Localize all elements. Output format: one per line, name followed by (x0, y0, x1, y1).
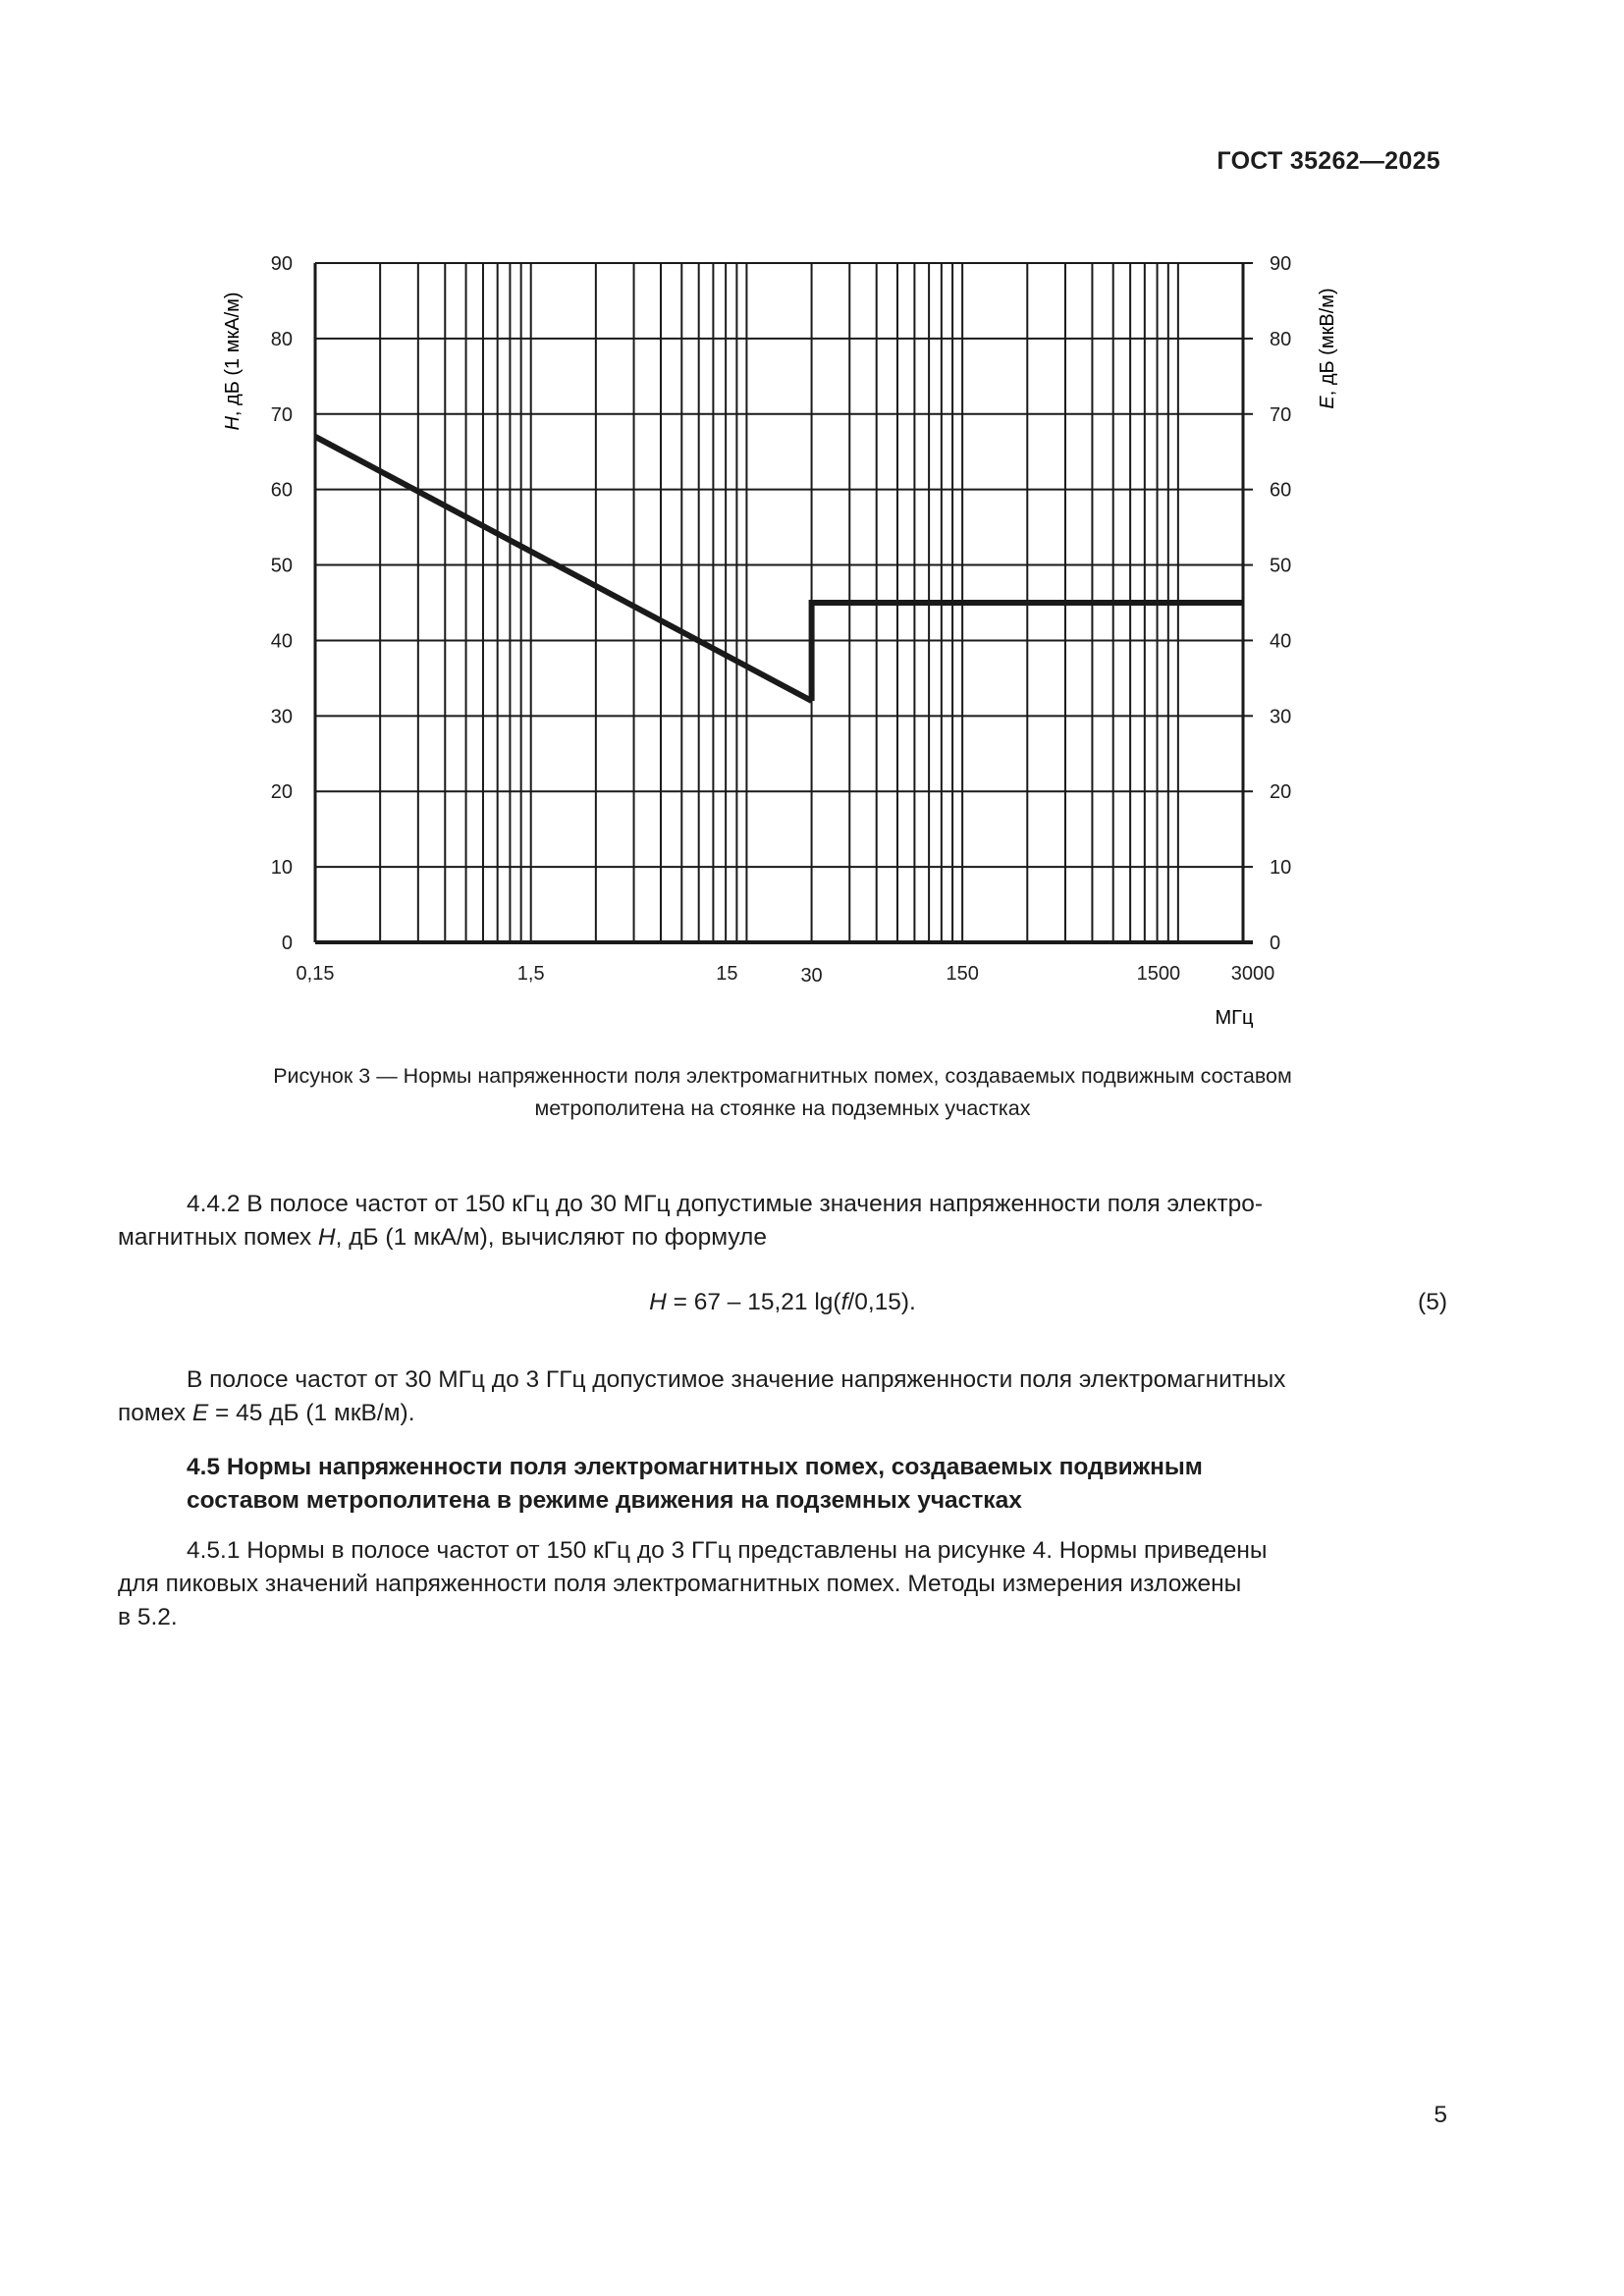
emission-limits-chart (0, 0, 1624, 1080)
y-tick-labels-left (271, 253, 293, 954)
y-tick-label-left-20: 20 (270, 781, 293, 804)
y-axis-label-left-var: H (222, 416, 244, 431)
y-axis-label-left (222, 292, 244, 430)
paragraph-4-4-2 (118, 1188, 1447, 1255)
paragraph-4-4-2-line-2: магнитных помех H, дБ (1 мкА/м), вычисляют по формуле (118, 1224, 767, 1251)
y-tick-label-left-0: 0 (281, 933, 293, 954)
x-tick-label-6: 3000 (1230, 963, 1275, 985)
page-number: 5 (1434, 2102, 1447, 2128)
y-tick-label-right-20: 20 (1270, 781, 1292, 804)
paragraph-range-line-2: помех E = 45 дБ (1 мкВ/м). (118, 1400, 415, 1426)
y-axis-label-right-var: E (1317, 396, 1338, 409)
paragraph-range-line-1: В полосе частот от 30 МГц до 3 ГГц допустимое значение напряженности поля электромагнитных (187, 1366, 1286, 1393)
y-tick-label-right-0: 0 (1270, 933, 1281, 954)
y-axis-label-right (1317, 288, 1338, 408)
y-tick-label-left-10: 10 (270, 857, 293, 880)
x-axis-label: МГц (1215, 1007, 1254, 1029)
x-tick-label-5: 1500 (1136, 963, 1181, 985)
document-code: ГОСТ 35262—2025 (1217, 147, 1440, 175)
y-tick-label-right-30: 30 (1270, 706, 1292, 728)
paragraph-4-5-1-line-2: для пиковых значений напряженности поля электромагнитных помех. Методы измерения изложены (118, 1571, 1242, 1597)
paragraph-4-4-2-line-1: 4.4.2 В полосе частот от 150 кГц до 30 МГц допустимые значения напряженности поля электро- (187, 1191, 1263, 1217)
x-tick-labels (297, 963, 1275, 987)
figure-caption-line-2: метрополитена на стоянке на подземных участках (534, 1096, 1031, 1120)
section-heading-4-5 (118, 1451, 1447, 1518)
y-tick-label-left-50: 50 (270, 555, 293, 577)
x-tick-label-3: 30 (800, 965, 823, 987)
formula-expression: H = 67 – 15,21 lg(f/0,15). (649, 1289, 916, 1315)
y-tick-label-right-80: 80 (1270, 328, 1292, 350)
paragraph-range-30mhz (118, 1363, 1447, 1430)
y-tick-label-right-70: 70 (1270, 403, 1292, 426)
y-tick-label-left-30: 30 (270, 706, 293, 728)
y-tick-label-right-40: 40 (1270, 630, 1292, 653)
y-tick-label-left-60: 60 (270, 479, 293, 502)
y-tick-label-right-10: 10 (1270, 857, 1292, 880)
x-tick-label-2: 15 (716, 963, 738, 985)
formula-number: (5) (1418, 1289, 1447, 1315)
var-h: H (317, 1224, 336, 1251)
y-axis-label-right-unit: , дБ (мкВ/м) (1317, 288, 1338, 397)
var-e: E (191, 1400, 209, 1426)
paragraph-4-5-1-line-3: в 5.2. (118, 1604, 178, 1630)
y-axis-label-left-unit: , дБ (1 мкА/м) (222, 292, 244, 417)
y-tick-label-left-90: 90 (270, 253, 293, 275)
y-tick-label-left-40: 40 (270, 630, 293, 653)
section-heading-4-5-line-1: 4.5 Нормы напряженности поля электромагнитных помех, создаваемых подвижным (187, 1454, 1203, 1480)
y-tick-label-left-70: 70 (270, 403, 293, 426)
y-tick-label-right-50: 50 (1270, 555, 1292, 577)
section-heading-4-5-line-2: составом метрополитена в режиме движения на подземных участках (187, 1487, 1022, 1514)
paragraph-4-5-1-line-1: 4.5.1 Нормы в полосе частот от 150 кГц до 3 ГГц представлены на рисунке 4. Нормы приведены (187, 1537, 1268, 1564)
paragraph-4-5-1 (118, 1534, 1447, 1634)
x-tick-label-4: 150 (946, 963, 979, 985)
y-tick-label-right-90: 90 (1270, 253, 1292, 275)
y-tick-label-right-60: 60 (1270, 479, 1292, 502)
x-tick-label-0: 0,15 (296, 963, 335, 985)
x-tick-label-1: 1,5 (516, 963, 545, 985)
series-lines (315, 437, 1243, 701)
y-tick-labels-right (1270, 253, 1291, 954)
y-tick-label-left-80: 80 (270, 328, 293, 350)
figure-caption-line-1: Рисунок 3 — Нормы напряженности поля электромагнитных помех, создаваемых подвижным составом (273, 1064, 1292, 1088)
